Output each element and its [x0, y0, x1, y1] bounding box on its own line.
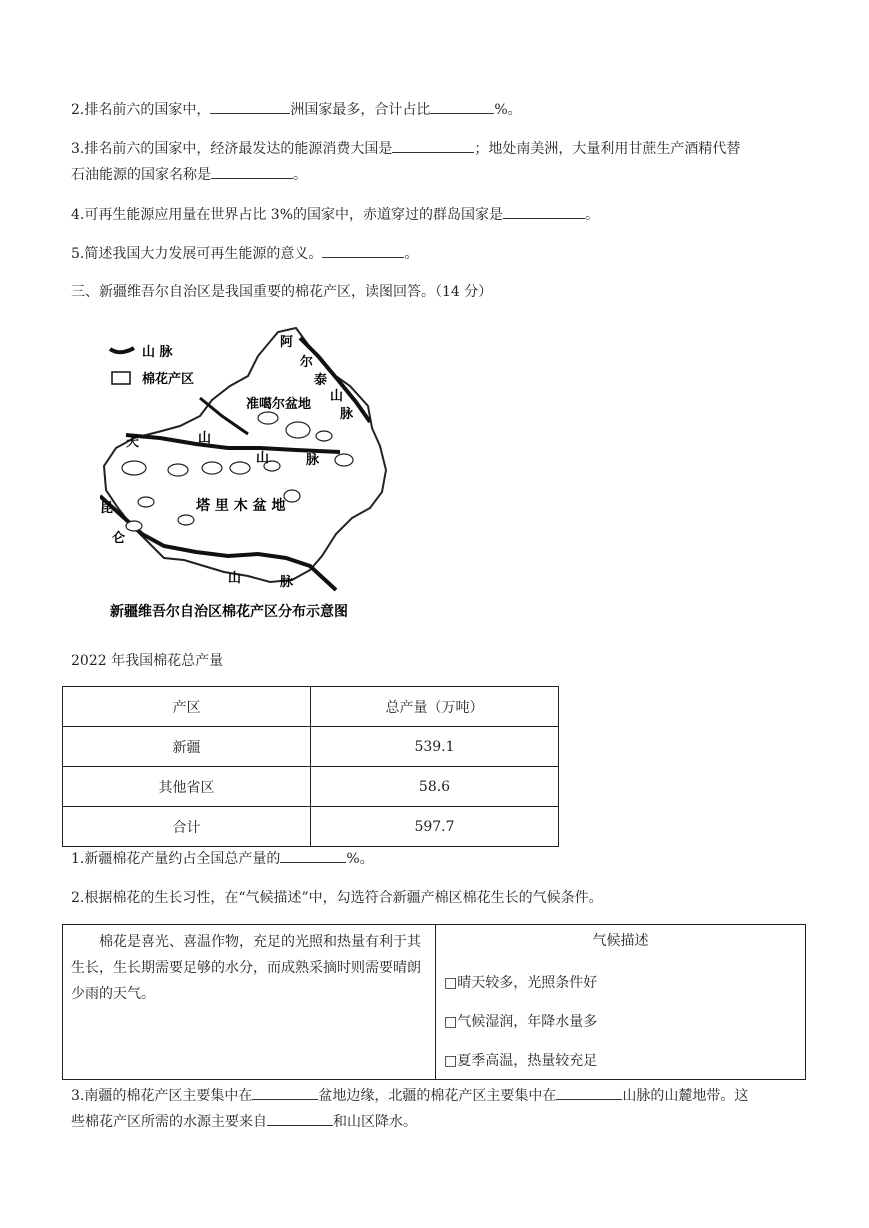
part3-question-2: 2.根据棉花的生长习性，在“气候描述”中，勾选符合新疆产棉区棉花生长的气候条件。 [71, 890, 603, 906]
question-5: 5.简述我国大力发展可再生能源的意义。 。 [71, 243, 418, 264]
part3-question-1: 1.新疆棉花产量约占全国总产量的 %。 [71, 848, 374, 869]
table-cell: 合计 [63, 807, 311, 847]
legend-mountain-label: 山 脉 [142, 345, 173, 360]
tianshan-label: 山 [256, 451, 270, 466]
altai-label: 山 [330, 389, 344, 404]
table-cell: 58.6 [311, 767, 559, 807]
question-3: 3.排名前六的国家中，经济最发达的能源消费大国是 ；地处南美洲，大量利用甘蔗生产酒精代替 [71, 138, 740, 159]
cotton-description: 棉花是喜光、喜温作物，充足的光照和热量有利于其生长，生长期需要足够的水分，而成熟采摘时则需要晴朗少雨的天气。 [71, 934, 421, 1002]
answer-blank[interactable] [210, 99, 290, 114]
table-cell: 597.7 [311, 807, 559, 847]
table-cell: 新疆 [63, 727, 311, 767]
climate-table [62, 924, 806, 1080]
legend-cotton-symbol [112, 372, 130, 384]
answer-blank[interactable] [430, 99, 494, 114]
climate-option[interactable]: □气候湿润，年降水量多 [444, 1014, 598, 1030]
kunlun-label: 脉 [280, 575, 294, 590]
tarim-basin-label: 塔 里 木 盆 地 [196, 498, 286, 514]
cotton-map [100, 320, 400, 630]
question-3-cont: 石油能源的国家名称是 。 [71, 164, 307, 185]
table-cell: 539.1 [311, 727, 559, 767]
climate-title: 气候描述 [592, 933, 649, 949]
junggar-basin-label: 准噶尔盆地 [246, 397, 312, 412]
altai-label: 阿 [280, 335, 294, 350]
part3-question-3-cont: 些棉花产区所需的水源主要来自 和山区降水。 [71, 1111, 417, 1132]
table-header-row [63, 687, 559, 727]
legend-cotton-label: 棉花产区 [142, 372, 195, 387]
cotton-output-table [62, 686, 559, 847]
altai-label: 脉 [340, 407, 354, 422]
tianshan-label: 脉 [306, 453, 320, 468]
kunlun-label: 昆 [100, 501, 114, 516]
tianshan-label: 山 [198, 431, 212, 446]
table-header: 总产量（万吨） [311, 687, 559, 727]
climate-option[interactable]: □夏季高温，热量较充足 [444, 1053, 598, 1069]
description-cell [63, 925, 436, 1080]
tianshan-label: 天 [126, 435, 140, 450]
answer-blank[interactable] [280, 848, 346, 863]
question-4: 4.可再生能源应用量在世界占比 3%的国家中，赤道穿过的群岛国家是 。 [71, 204, 599, 225]
table-row [63, 767, 559, 807]
kunlun-label: 山 [228, 571, 242, 586]
answer-blank[interactable] [556, 1085, 622, 1100]
altai-label: 泰 [314, 373, 328, 388]
altai-label: 尔 [300, 355, 314, 370]
table-row [63, 727, 559, 767]
section-heading: 三、新疆维吾尔自治区是我国重要的棉花产区，读图回答。（14 分） [71, 284, 493, 300]
question-2: 2.排名前六的国家中， 洲国家最多，合计占比 %。 [71, 99, 522, 120]
map-caption: 新疆维吾尔自治区棉花产区分布示意图 [110, 604, 348, 620]
answer-blank[interactable] [267, 1111, 333, 1126]
options-cell [436, 925, 806, 1080]
table-title: 2022 年我国棉花总产量 [71, 653, 224, 669]
answer-blank[interactable] [211, 164, 293, 179]
table-header: 产区 [63, 687, 311, 727]
answer-blank[interactable] [322, 243, 404, 258]
legend-mountain-symbol [110, 348, 134, 352]
kunlun-label: 仑 [112, 531, 126, 546]
table-row [63, 807, 559, 847]
answer-blank[interactable] [503, 204, 585, 219]
climate-option[interactable]: □晴天较多，光照条件好 [444, 975, 598, 991]
table-cell: 其他省区 [63, 767, 311, 807]
answer-blank[interactable] [392, 138, 474, 153]
answer-blank[interactable] [252, 1085, 318, 1100]
part3-question-3: 3.南疆的棉花产区主要集中在 盆地边缘，北疆的棉花产区主要集中在 山脉的山麓地带。这 [71, 1085, 748, 1106]
